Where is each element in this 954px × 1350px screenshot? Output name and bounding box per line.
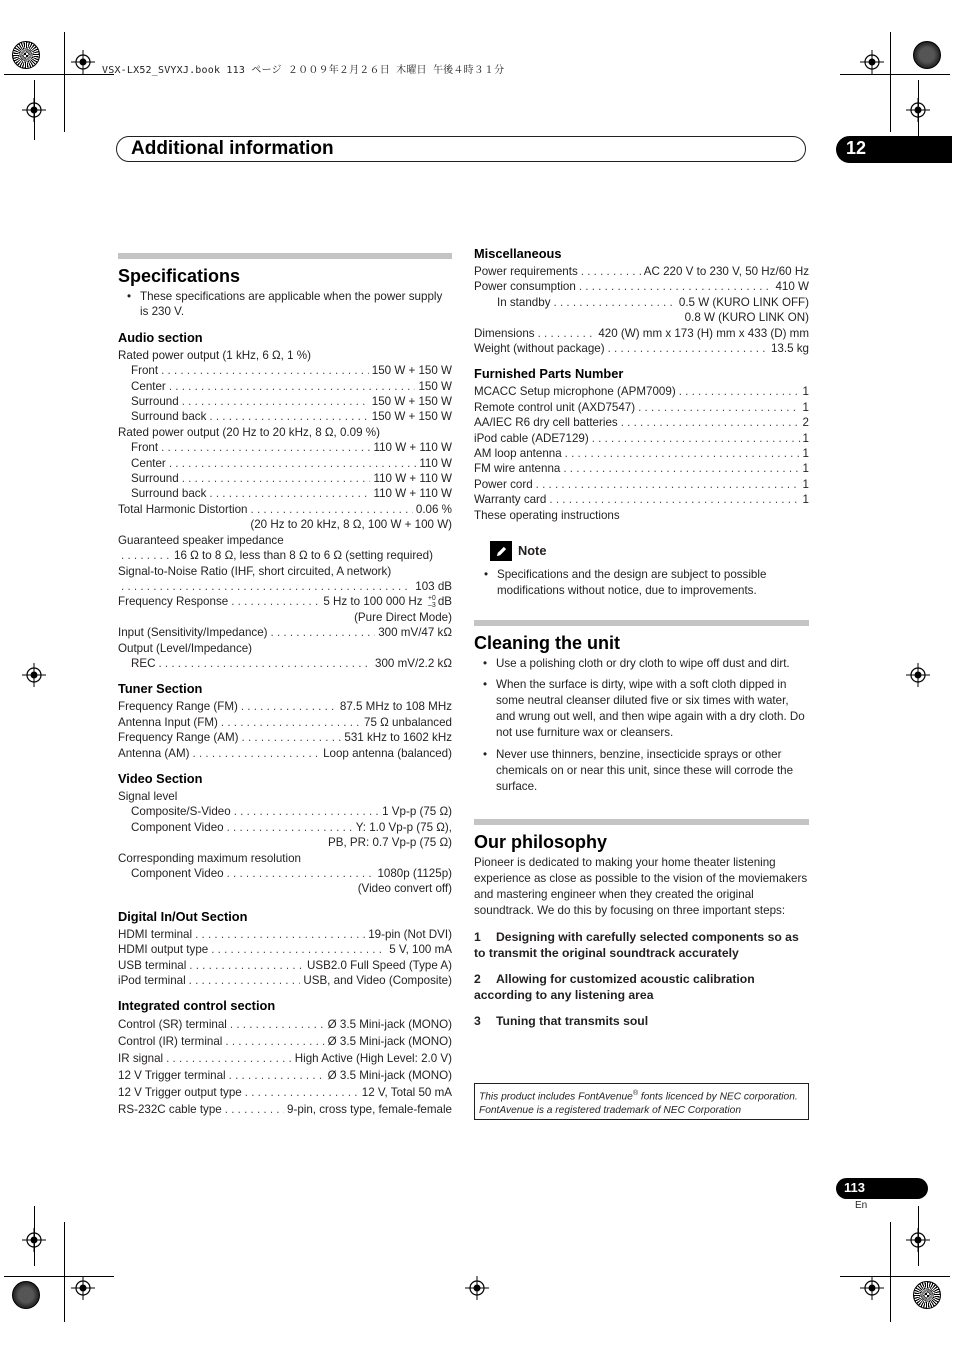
impedance-label: Guaranteed speaker impedance	[118, 533, 284, 547]
rec-row: REC . . . 300 mV/2.2 kΩ	[118, 656, 452, 671]
rated-power-2-label: Rated power output (20 Hz to 20 kHz, 8 Ω, 0.09 %)	[118, 425, 380, 439]
spec-row: Power requirements . . . AC 220 V to 230 V, 50 Hz/60 Hz	[474, 264, 809, 279]
spec-row: Antenna Input (FM) . . . 75 Ω unbalanced	[118, 715, 452, 730]
registration-mark-icon	[906, 98, 930, 122]
input-row: Input (Sensitivity/Impedance) . . . 300 mV/47 kΩ	[118, 625, 452, 640]
video-section-heading: Video Section	[118, 770, 203, 786]
spec-row: Weight (without package) . . . 13.5 kg	[474, 341, 809, 356]
spec-row: HDMI output type . . . 5 V, 100 mA	[118, 942, 452, 957]
spec-row: Control (SR) terminal . . . Ø 3.5 Mini-jack (MONO)	[118, 1016, 452, 1033]
digital-section-heading: Digital In/Out Section	[118, 908, 248, 924]
snr-label: Signal-to-Noise Ratio (IHF, short circuited, A network)	[118, 564, 392, 578]
color-target-icon	[913, 41, 941, 69]
philosophy-intro: Pioneer is dedicated to making your home theater listening experience as close as possible to the vision of the moviemakers and mastering engineer when they created the original soundtrack. We do this by focusing on three important steps:	[474, 856, 808, 918]
color-target-icon	[12, 1281, 40, 1309]
integrated-section-heading: Integrated control section	[118, 998, 276, 1014]
registration-mark-icon	[71, 1276, 95, 1300]
spec-row: iPod terminal . . . USB, and Video (Composite)	[118, 973, 452, 988]
philosophy-step: 3 Tuning that transmits soul	[474, 1014, 649, 1029]
parts-last-item: These operating instructions	[474, 508, 620, 522]
spec-row: Control (IR) terminal . . . Ø 3.5 Mini-jack (MONO)	[118, 1033, 452, 1050]
spec-row: Component Video . . . Y: 1.0 Vp-p (75 Ω),	[118, 820, 452, 835]
cleaning-bullet: • Use a polishing cloth or dry cloth to wipe off dust and dirt.	[474, 656, 809, 671]
spec-row: Component Video . . . 1080p (1125p)	[118, 866, 452, 881]
spec-row: Surround . . . 150 W + 150 W	[118, 394, 452, 409]
spec-row: Frequency Range (FM) . . . 87.5 MHz to 108 MHz	[118, 699, 452, 714]
spec-row: 12 V Trigger terminal . . . Ø 3.5 Mini-jack (MONO)	[118, 1067, 452, 1084]
spec-row: Surround back . . . 150 W + 150 W	[118, 409, 452, 424]
spec-row: Antenna (AM) . . . Loop antenna (balanced)	[118, 746, 452, 761]
chapter-number: 12	[846, 138, 867, 158]
specifications-heading: Specifications	[118, 266, 241, 286]
spec-row: MCACC Setup microphone (APM7009) . . . 1	[474, 384, 809, 399]
spec-row: RS-232C cable type . . . 9-pin, cross type, female-female	[118, 1101, 452, 1118]
note-header	[490, 541, 809, 561]
freq-tolerance-plus: +0	[427, 595, 436, 603]
registration-mark-icon	[860, 50, 884, 74]
section-title: Additional information	[131, 138, 334, 159]
output-label: Output (Level/Impedance)	[118, 641, 253, 655]
thd-note: (20 Hz to 20 kHz, 8 Ω, 100 W + 100 W)	[250, 518, 452, 532]
cleaning-bullet: • Never use thinners, benzine, insecticide sprays or other chemicals on or near this unit, since these will corrode the surface.	[474, 747, 809, 795]
signal-level-label: Signal level	[118, 789, 178, 803]
spec-row: AA/IEC R6 dry cell batteries . . . 2	[474, 415, 809, 430]
section-rule	[474, 819, 809, 825]
spec-row: Surround back . . . 110 W + 110 W	[118, 486, 452, 501]
misc-heading: Miscellaneous	[474, 246, 562, 261]
spec-row: Dimensions . . . 420 (W) mm x 173 (H) mm x 433 (D) mm	[474, 326, 809, 341]
freq-tolerance-minus: –3	[427, 602, 436, 610]
frequency-response-row: Frequency Response . . . 5 Hz to 100 000 Hz +0 –3 dB	[118, 594, 452, 609]
spec-row: Center . . . 110 W	[118, 456, 452, 471]
philosophy-heading: Our philosophy	[474, 832, 607, 853]
spec-row: IR signal . . . High Active (High Level: 2.0 V)	[118, 1050, 452, 1067]
chapter-tab	[836, 136, 952, 163]
spec-row: iPod cable (ADE7129) . . . 1	[474, 431, 809, 446]
left-column	[118, 253, 452, 1118]
note-text: • Specifications and the design are subject to possible modifications without notice, due to improvements.	[475, 567, 809, 598]
font-notice-line1: This product includes FontAvenue	[479, 1091, 633, 1103]
registration-mark-icon	[860, 1276, 884, 1300]
spec-row: HDMI terminal . . . 19-pin (Not DVI)	[118, 927, 452, 942]
specifications-intro: • These specifications are applicable when the power supply is 230 V.	[118, 289, 452, 320]
spec-row: Frequency Range (AM) . . . 531 kHz to 1602 kHz	[118, 730, 452, 745]
section-rule	[474, 620, 809, 626]
rated-power-1-label: Rated power output (1 kHz, 6 Ω, 1 %)	[118, 348, 311, 362]
registered-mark: ®	[632, 1090, 639, 1097]
note-title: Note	[518, 543, 547, 559]
font-notice-line1-end: fonts licenced by NEC corporation.	[638, 1091, 798, 1103]
spec-row: Composite/S-Video . . . 1 Vp-p (75 Ω)	[118, 804, 452, 819]
registration-mark-icon	[906, 1228, 930, 1252]
section-rule	[118, 253, 452, 259]
spec-row: Power consumption . . . 410 W	[474, 279, 809, 294]
page-number-tab	[836, 1178, 928, 1199]
pencil-icon	[490, 541, 512, 561]
tuner-section-heading: Tuner Section	[118, 681, 203, 697]
cleaning-heading: Cleaning the unit	[474, 632, 620, 653]
video-convert-note: (Video convert off)	[357, 882, 452, 896]
component-value-2: PB, PR: 0.7 Vp-p (75 Ω)	[327, 836, 452, 850]
registration-mark-icon	[71, 50, 95, 74]
thd-row: Total Harmonic Distortion . . . 0.06 %	[118, 502, 452, 517]
section-header	[116, 136, 806, 162]
spec-row: Warranty card . . . 1	[474, 492, 809, 507]
font-notice-box	[474, 1083, 809, 1120]
page-number: 113	[844, 1180, 865, 1195]
spec-row: AM loop antenna . . . 1	[474, 446, 809, 461]
print-header: VSX-LX52_SVYXJ.book 113 ページ ２００９年２月２６日 木曜日 午後４時３１分	[102, 65, 505, 76]
spec-row: FM wire antenna . . . 1	[474, 461, 809, 476]
spec-row: Front . . . 110 W + 110 W	[118, 440, 452, 455]
right-column	[474, 246, 809, 1029]
font-notice-line2: FontAvenue is a registered trademark of NEC Corporation	[479, 1105, 741, 1117]
registration-mark-icon	[22, 1228, 46, 1252]
spec-row: USB terminal . . . USB2.0 Full Speed (Type A)	[118, 958, 452, 973]
max-resolution-label: Corresponding maximum resolution	[118, 851, 302, 865]
language-code: En	[855, 1200, 868, 1211]
spec-row: Center . . . 150 W	[118, 379, 452, 394]
philosophy-step: 2 Allowing for customized acoustic calibration according to any listening area	[474, 972, 755, 1003]
registration-mark-icon	[906, 663, 930, 687]
standby-value-2: 0.8 W (KURO LINK ON)	[684, 311, 809, 325]
audio-section-heading: Audio section	[118, 329, 203, 345]
spec-row: 12 V Trigger output type . . . 12 V, Total 50 mA	[118, 1084, 452, 1101]
spec-row: Front . . . 150 W + 150 W	[118, 363, 452, 378]
snr-row: . . . 103 dB	[118, 579, 452, 594]
cleaning-bullet: • When the surface is dirty, wipe with a soft cloth dipped in some neutral cleanser diluted five or six times with water, and wrung out well, and then wipe again with a dry cloth. Do not use furniture wax or cleansers.	[474, 677, 809, 741]
philosophy-step: 1 Designing with carefully selected components so as to transmit the original soundtrack accurately	[474, 930, 799, 961]
spec-row: Remote control unit (AXD7547) . . . 1	[474, 400, 809, 415]
spec-row: Power cord . . . 1	[474, 477, 809, 492]
parts-heading: Furnished Parts Number	[474, 366, 624, 382]
impedance-row: . . . 16 Ω to 8 Ω, less than 8 Ω to 6 Ω (setting required)	[118, 548, 452, 563]
color-target-icon	[12, 41, 40, 69]
spec-row: Surround . . . 110 W + 110 W	[118, 471, 452, 486]
registration-mark-icon	[465, 1276, 489, 1300]
color-target-icon	[913, 1281, 941, 1309]
frequency-note: (Pure Direct Mode)	[354, 610, 452, 624]
registration-mark-icon	[22, 663, 46, 687]
registration-mark-icon	[22, 98, 46, 122]
spec-row: In standby . . . 0.5 W (KURO LINK OFF)	[474, 295, 809, 310]
